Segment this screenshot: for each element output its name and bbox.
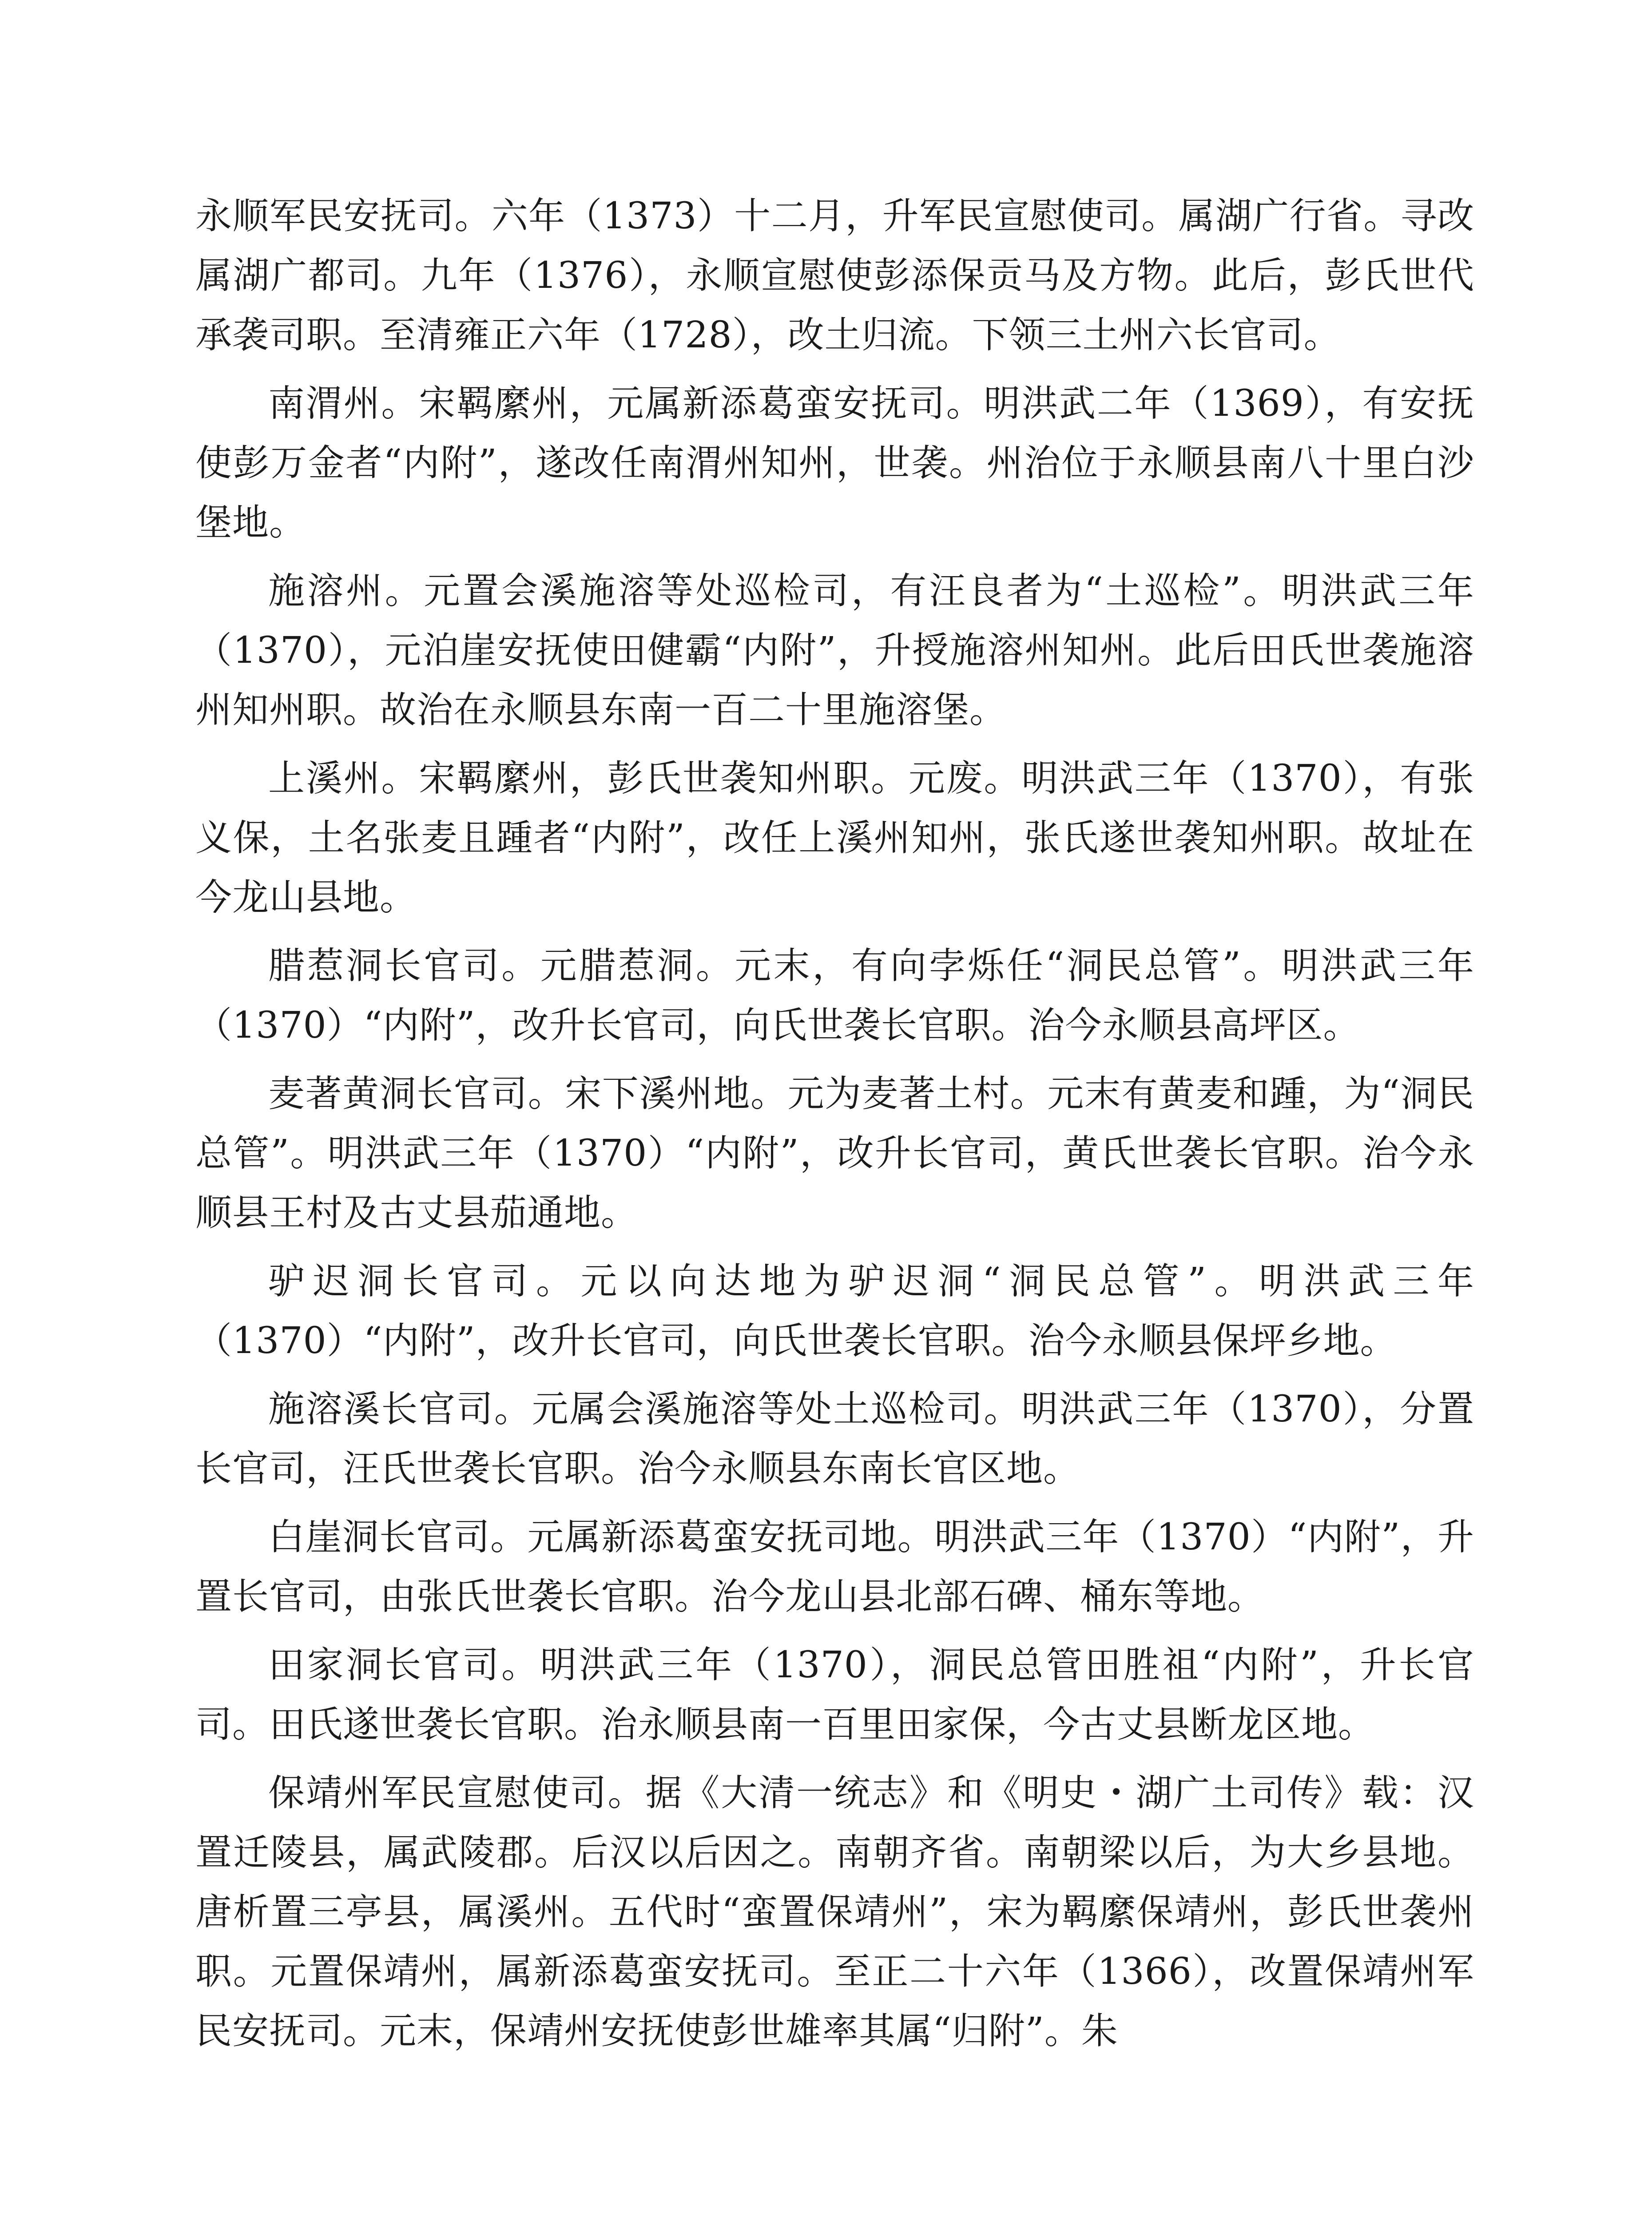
paragraph-maizhuhuang-dong: 麦著黄洞长官司。宋下溪州地。元为麦著土村。元末有黄麦和踵，为“洞民总管”。明洪武三年（1370）“内附”，改升长官司，黄氏世袭长官职。治今永顺县王村及古丈县茄通地。 [195, 1073, 1474, 1234]
paragraph-shirong-xi: 施溶溪长官司。元属会溪施溶等处土巡检司。明洪武三年（1370），分置长官司，汪氏世袭长官职。治今永顺县东南长官区地。 [195, 1388, 1474, 1490]
paragraph-shirong-zhou: 施溶州。元置会溪施溶等处巡检司，有汪良者为“土巡检”。明洪武三年（1370），元泊崖安抚使田健霸“内附”，升授施溶州知州。此后田氏世袭施溶州知州职。故治在永顺县东南一百二十里施溶堡。 [195, 570, 1474, 731]
paragraph-baiya-dong: 白崖洞长官司。元属新添葛蛮安抚司地。明洪武三年（1370）“内附”，升置长官司，由张氏世袭长官职。治今龙山县北部石碑、桶东等地。 [195, 1516, 1474, 1618]
paragraph-lare-dong: 腊惹洞长官司。元腊惹洞。元末，有向孛烁任“洞民总管”。明洪武三年（1370）“内附”，改升长官司，向氏世袭长官职。治今永顺县高坪区。 [195, 945, 1474, 1047]
paragraph-continuation: 永顺军民安抚司。六年（1373）十二月，升军民宣慰使司。属湖广行省。寻改属湖广都司。九年（1376），永顺宣慰使彭添保贡马及方物。此后，彭氏世代承袭司职。至清雍正六年（1728），改土归流。下领三土州六长官司。 [195, 195, 1474, 356]
paragraph-nanwei-zhou: 南渭州。宋羁縻州，元属新添葛蛮安抚司。明洪武二年（1369），有安抚使彭万金者“内附”，遂改任南渭州知州，世袭。州治位于永顺县南八十里白沙堡地。 [195, 382, 1474, 544]
paragraph-baojing-zhou: 保靖州军民宣慰使司。据《大清一统志》和《明史・湖广土司传》载：汉置迁陵县，属武陵郡。后汉以后因之。南朝齐省。南朝梁以后，为大乡县地。唐析置三亭县，属溪州。五代时“蛮置保靖州”，宋为羁縻保靖州，彭氏世袭州职。元置保靖州，属新添葛蛮安抚司。至正二十六年（1366），改置保靖州军民安抚司。元末，保靖州安抚使彭世雄率其属“归附”。朱 [195, 1772, 1474, 2052]
paragraph-lvchi-dong: 驴迟洞长官司。元以向达地为驴迟洞“洞民总管”。明洪武三年（1370）“内附”，改升长官司，向氏世袭长官职。治今永顺县保坪乡地。 [195, 1260, 1474, 1362]
paragraph-tianjia-dong: 田家洞长官司。明洪武三年（1370），洞民总管田胜祖“内附”，升长官司。田氏遂世袭长官职。治永顺县南一百里田家保，今古丈县断龙区地。 [195, 1644, 1474, 1746]
paragraph-shangxi-zhou: 上溪州。宋羁縻州，彭氏世袭知州职。元废。明洪武三年（1370），有张义保，土名张麦且踵者“内附”，改任上溪州知州，张氏遂世袭知州职。故址在今龙山县地。 [195, 757, 1474, 919]
page-body [195, 187, 1474, 2070]
